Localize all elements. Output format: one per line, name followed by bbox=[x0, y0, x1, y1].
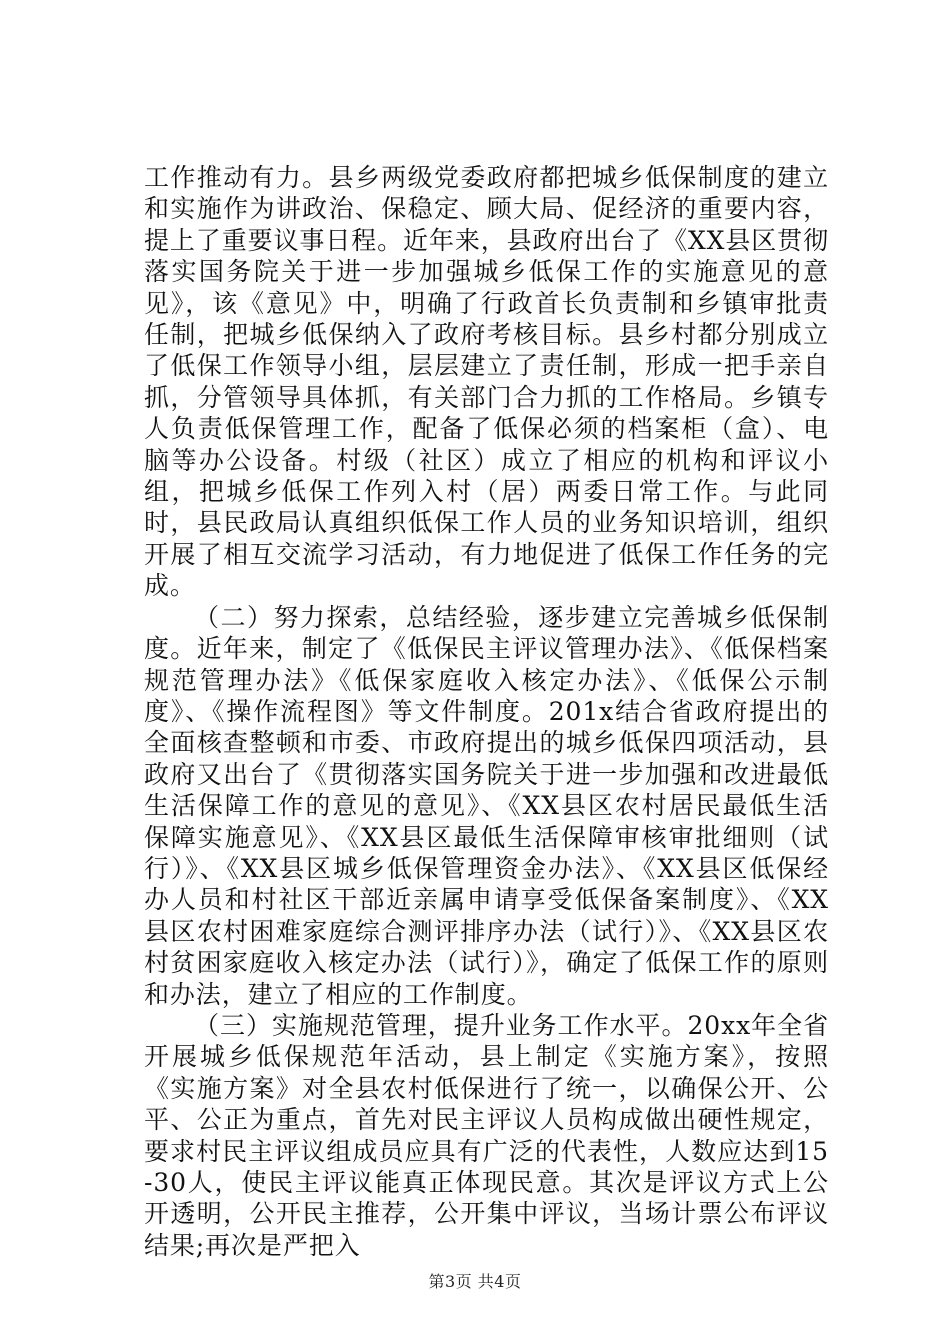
paragraph-3: （三）实施规范管理，提升业务工作水平。20xx年全省开展城乡低保规范年活动，县上制定《实施方案》，按照《实施方案》对全县农村低保进行了统一，以确保公开、公平、公正为重点，首先对民主评议人员构成做出硬性规定，要求村民主评议组成员应具有广泛的代表性，人数应达到15-30人，使民主评议能真正体现民意。其次是评议方式上公开透明，公开民主推荐，公开集中评议，当场计票公布评议结果;再次是严把入 bbox=[144, 1010, 829, 1260]
document-body bbox=[144, 162, 829, 1261]
paragraph-1: 工作推动有力。县乡两级党委政府都把城乡低保制度的建立和实施作为讲政治、保稳定、顾大局、促经济的重要内容，提上了重要议事日程。近年来，县政府出台了《XX县区贯彻落实国务院关于进一步加强城乡低保工作的实施意见的意见》，该《意见》中，明确了行政首长负责制和乡镇审批责任制，把城乡低保纳入了政府考核目标。县乡村都分别成立了低保工作领导小组，层层建立了责任制，形成一把手亲自抓，分管领导具体抓，有关部门合力抓的工作格局。乡镇专人负责低保管理工作，配备了低保必须的档案柜（盒）、电脑等办公设备。村级（社区）成立了相应的机构和评议小组，把城乡低保工作列入村（居）两委日常工作。与此同时，县民政局认真组织低保工作人员的业务知识培训，组织开展了相互交流学习活动，有力地促进了低保工作任务的完成。 bbox=[144, 163, 829, 601]
paragraph-2: （二）努力探索，总结经验，逐步建立完善城乡低保制度。近年来，制定了《低保民主评议管理办法》、《低保档案规范管理办法》《低保家庭收入核定办法》、《低保公示制度》、《操作流程图》等文件制度。201x结合省政府提出的全面核查整顿和市委、市政府提出的城乡低保四项活动，县政府又出台了《贯彻落实国务院关于进一步加强和改进最低生活保障工作的意见的意见》、《XX县区农村居民最低生活保障实施意见》、《XX县区最低生活保障审核审批细则（试行）》、《XX县区城乡低保管理资金办法》、《XX县区低保经办人员和村社区干部近亲属申请享受低保备案制度》、《XX县区农村困难家庭综合测评排序办法（试行）》、《XX县区农村贫困家庭收入核定办法（试行）》，确定了低保工作的原则和办法，建立了相应的工作制度。 bbox=[144, 602, 829, 1009]
page-footer: 第3页 共4页 bbox=[428, 1272, 522, 1291]
